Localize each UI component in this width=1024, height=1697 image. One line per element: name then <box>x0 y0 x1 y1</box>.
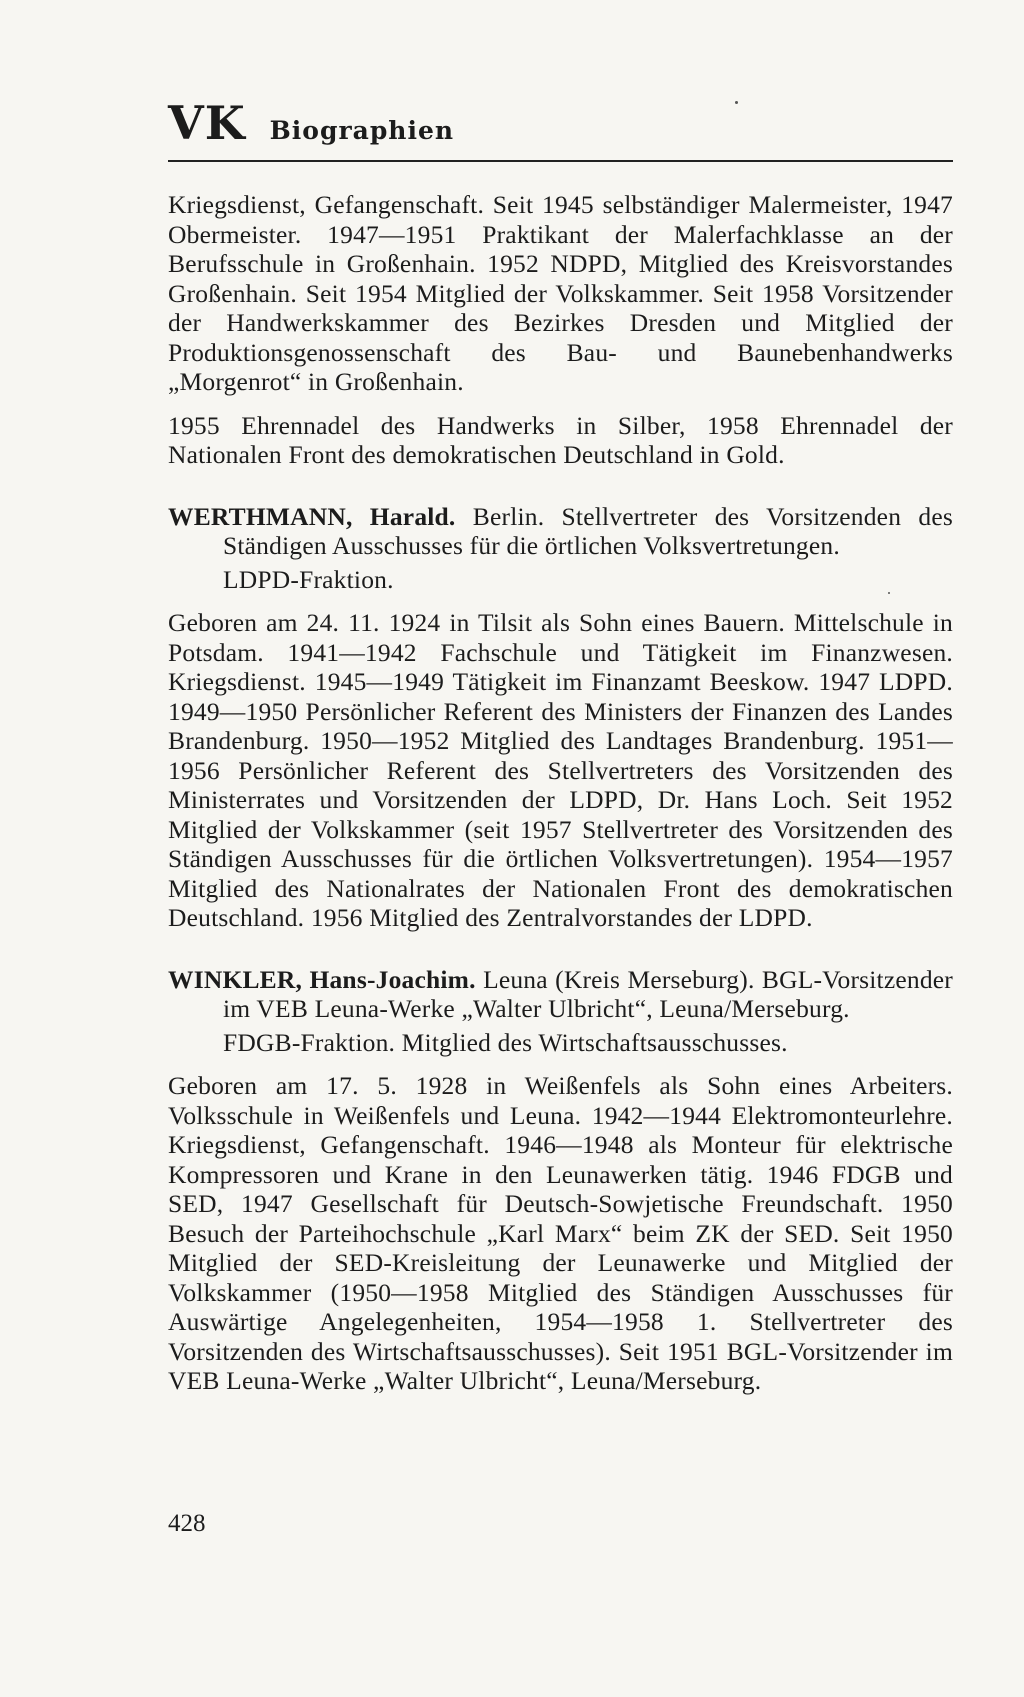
document-page <box>168 96 953 1396</box>
entry-position: Leuna (Kreis Merseburg). BGL-Vorsitzender im VEB Leuna-Werke „Walter Ulbricht“, Leuna/Merseburg. <box>223 964 953 1023</box>
paper-speck <box>888 592 890 594</box>
page-number: 428 <box>168 1510 206 1537</box>
biography-entry <box>168 965 953 1396</box>
section-title: Biographien <box>269 116 455 145</box>
entry-position: Berlin. Stellvertreter des Vorsitzenden des Ständigen Ausschusses für die örtlichen Volksvertretungen. <box>223 501 953 560</box>
page-content <box>168 190 953 1396</box>
section-mark: VK <box>168 96 246 150</box>
entry-heading <box>168 965 953 1024</box>
paper-speck <box>735 101 738 104</box>
entry-name: WERTHMANN, Harald. <box>168 501 456 531</box>
entry-heading <box>168 502 953 561</box>
intro-awards-paragraph: 1955 Ehrennadel des Handwerks in Silber, 1958 Ehrennadel der Nationalen Front des demokratischen Deutschland in Gold. <box>168 410 953 469</box>
entry-faction: FDGB-Fraktion. Mitglied des Wirtschaftsausschusses. <box>223 1027 788 1057</box>
entry-biography: Geboren am 24. 11. 1924 in Tilsit als Sohn eines Bauern. Mittelschule in Potsdam. 1941—1942 Fachschule und Tätigkeit im Finanzwesen. Kriegsdienst. 1945—1949 Tätigkeit im Finanzamt Beeskow. 1947 LDPD. 1949—1950 Persönlicher Referent des Ministers der Finanzen des Landes Brandenburg. 1950—1952 Mitglied des Landtages Brandenburg. 1951—1956 Persönlicher Referent des Stellvertreters des Vorsitzenden des Ministerrates und Vorsitzenden der LDPD, Dr. Hans Loch. Seit 1952 Mitglied der Volkskammer (seit 1957 Stellvertreter des Vorsitzenden des Ständigen Ausschusses für die örtlichen Volksvertretungen). 1954—1957 Mitglied des Nationalrates der Nationalen Front des demokratischen Deutschland. 1956 Mitglied des Zentralvorstandes der LDPD. <box>168 608 953 932</box>
entry-biography: Geboren am 17. 5. 1928 in Weißenfels als Sohn eines Arbeiters. Volksschule in Weißenfels und Leuna. 1942—1944 Elektromonteurlehre. Kriegsdienst, Gefangenschaft. 1946—1948 als Monteur für elektrische Kompressoren und Krane in den Leunawerken tätig. 1946 FDGB und SED, 1947 Gesellschaft für Deutsch-Sowjetische Freundschaft. 1950 Besuch der Parteihochschule „Karl Marx“ beim ZK der SED. Seit 1950 Mitglied der SED-Kreisleitung der Leunawerke und Mitglied der Volkskammer (1950—1958 Mitglied des Ständigen Ausschusses für Auswärtige Angelegenheiten, 1954—1958 1. Stellvertreter des Vorsitzenden des Wirtschaftsausschusses). Seit 1951 BGL-Vorsitzender im VEB Leuna-Werke „Walter Ulbricht“, Leuna/Merseburg. <box>168 1071 953 1395</box>
running-header <box>168 96 953 162</box>
biography-entry <box>168 502 953 933</box>
intro-paragraph: Kriegsdienst, Gefangenschaft. Seit 1945 selbständiger Malermeister, 1947 Obermeister. 1947—1951 Praktikant der Malerfachklasse an der Berufsschule in Großenhain. 1952 NDPD, Mitglied des Kreisvorstandes Großenhain. Seit 1954 Mitglied der Volkskammer. Seit 1958 Vorsitzender der Handwerkskammer des Bezirkes Dresden und Mitglied der Produktionsgenossenschaft des Bau- und Baunebenhandwerks „Morgenrot“ in Großenhain. <box>168 190 953 396</box>
entry-name: WINKLER, Hans-Joachim. <box>168 964 476 994</box>
entry-faction: LDPD-Fraktion. <box>223 564 394 594</box>
